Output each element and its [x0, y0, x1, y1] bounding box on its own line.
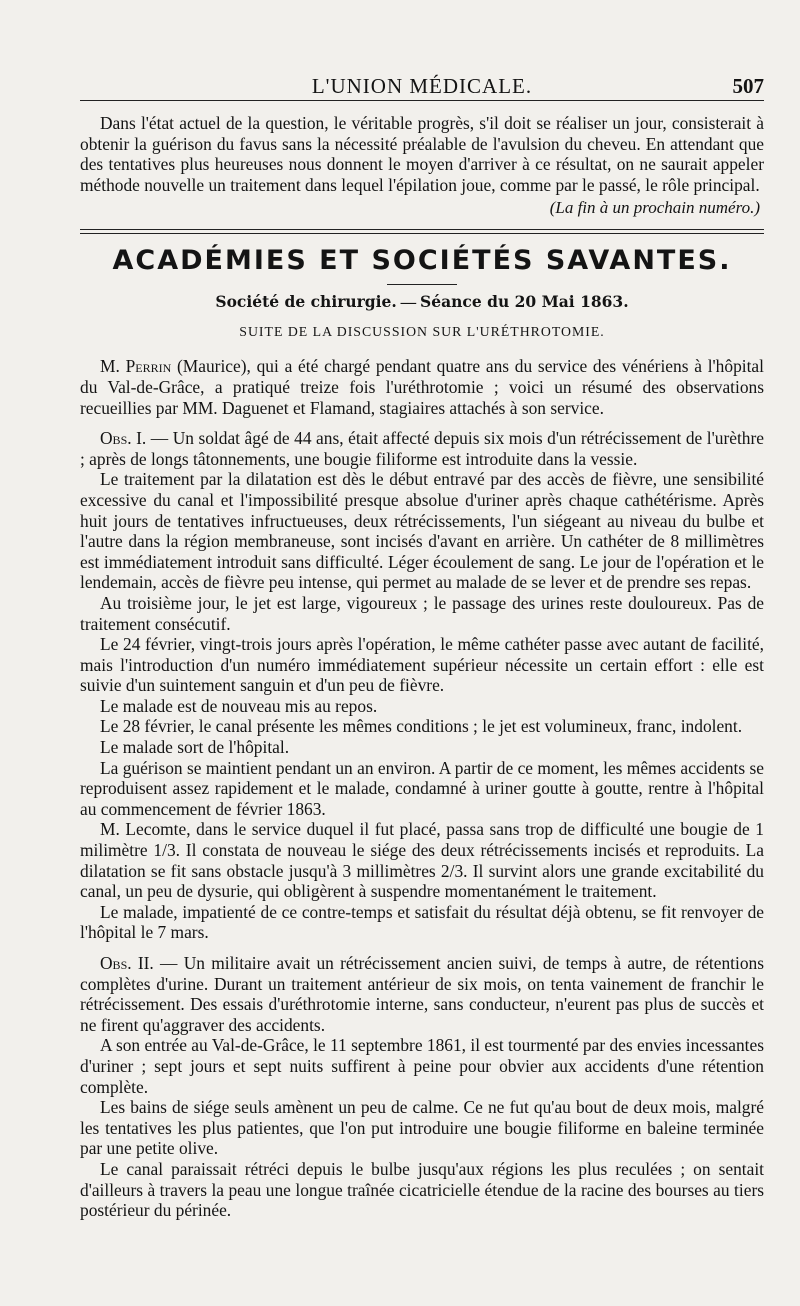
- body-paragraph: Au troisième jour, le jet est large, vigoureux ; le passage des urines reste douloureux. Pas de traitement consécutif.: [80, 592, 764, 634]
- discussion-heading: SUITE DE LA DISCUSSION SUR L'URÉTHROTOMIE.: [239, 324, 605, 340]
- title-rule: [387, 284, 457, 285]
- body-paragraph: Le malade sort de l'hôpital.: [100, 737, 290, 758]
- journal-title: L'UNION MÉDICALE.: [311, 74, 533, 98]
- body-paragraph: Le malade, impatienté de ce contre-temps et satisfait du résultat déjà obtenu, se fit renvoyer de l'hôpital le 7 mars.: [80, 901, 764, 943]
- body-paragraph: Le canal paraissait rétréci depuis le bulbe jusqu'aux régions les plus reculées ; on sentait d'ailleurs à travers la peau une longue traînée cicatricielle étendue de la racine des bourses au tiers postérieur du périnée.: [80, 1158, 764, 1221]
- speaker-name: M. Perrin: [100, 356, 172, 377]
- body-paragraph: M. Lecomte, dans le service duquel il fut placé, passa sans trop de difficulté une bougie de 1 milimètre 1/3. Il constata de nouveau le siége des deux rétrécissements incisés et reproduits. La dilatation se fit sans obstacle jusqu'à 3 millimètres 2/3. Il survint alors une grande excitabilité du canal, un peu de dysurie, qui obligèrent à suspendre momentanément le traitement.: [80, 819, 764, 902]
- body-paragraph: Le malade est de nouveau mis au repos.: [100, 695, 378, 716]
- observation-text: — Un militaire avait un rétrécissement ancien suivi, de temps à autre, de rétentions complètes d'urine. Durant un traitement antérieur de six mois, on tenta vainement de franchir le rétrécissement. Des essais d'uréthrotomie interne, sans conducteur, n'eurent pas plus de succès et ne firent qu'aggraver des accidents.: [80, 953, 764, 1035]
- session-date: Séance du 20 Mai 1863.: [420, 292, 629, 312]
- running-header: [80, 70, 764, 101]
- observation-1: [80, 428, 764, 469]
- body-paragraph: Le 28 février, le canal présente les mêmes conditions ; le jet est volumineux, franc, indolent.: [100, 716, 743, 737]
- section-title: ACADÉMIES ET SOCIÉTÉS SAVANTES.: [112, 245, 732, 277]
- body-paragraph: A son entrée au Val-de-Grâce, le 11 septembre 1861, il est tourmenté par des envies incessantes d'uriner ; sept jours et sept nuits suffirent à peine pour obvier aux accidents d'une rétention complète.: [80, 1035, 765, 1097]
- body-paragraph: Le traitement par la dilatation est dès le début entravé par des accès de fièvre, une sensibilité excessive du canal et l'impossibilité presque absolue d'uriner après chaque cathétérisme. Après huit jours de tentatives infructueuses, deux rétrécissements, l'un siégeant au niveau du bulbe et l'autre dans la région membraneuse, sont incisés d'avant en arrière. Un cathéter de 8 millimètres est immédiatement introduit sans difficulté. Léger écoulement de sang. Le jour de l'opération et le lendemain, accès de fièvre peu intense, qui permet au malade de se lever et de prendre ses repas.: [80, 469, 764, 593]
- observation-label: Obs. I.: [100, 428, 147, 449]
- body-paragraph: Le 24 février, vingt-trois jours après l'opération, le même cathéter passe avec autant de facilité, mais l'introduction d'un numéro immédiatement supérieur nécessite un certain effort : elle est suivie d'un suintement sanguin et d'un peu de fièvre.: [80, 634, 764, 696]
- session-separator: —: [400, 294, 417, 312]
- section-divider: [80, 229, 764, 234]
- observation-label: Obs. II.: [100, 953, 154, 973]
- perrin-paragraph: [80, 356, 764, 418]
- session-heading: [80, 291, 764, 314]
- session-society: Société de chirurgie.: [215, 292, 397, 312]
- perrin-text: (Maurice), qui a été chargé pendant quatre ans du service des vénériens à l'hôpital du Val-de-Grâce, a pratiqué treize fois l'uréthrotomie ; voici un résumé des observations recueillies par MM. Daguenet et Flamand, stagiaires attachés à son service.: [80, 356, 764, 418]
- intro-paragraph: Dans l'état actuel de la question, le véritable progrès, s'il doit se réaliser un jour, consisterait à obtenir la guérison du favus sans la nécessité préalable de l'avulsion du cheveu. En attendant que des tentatives plus heureuses nous donnent le moyen d'arriver à ce résultat, on ne saurait appeler méthode nouvelle un traitement dans lequel l'épilation joue, comme par le passé, le rôle principal.: [80, 113, 764, 195]
- page-number: 507: [732, 74, 764, 98]
- observation-text: — Un soldat âgé de 44 ans, était affecté depuis six mois d'un rétrécissement de l'urèthre ; après de longs tâtonnements, une bougie filiforme est introduite dans la vessie.: [80, 428, 764, 469]
- body-paragraph: Les bains de siége seuls amènent un peu de calme. Ce ne fut qu'au bout de deux mois, malgré les tentatives les plus patientes, que l'on put introduire une bougie filiforme en baleine terminée par une petite olive.: [80, 1097, 764, 1159]
- continued-note: (La fin à un prochain numéro.): [549, 198, 760, 218]
- observation-2: [80, 953, 764, 1035]
- body-paragraph: La guérison se maintient pendant un an environ. A partir de ce moment, les mêmes accidents se reproduisent assez rapidement et le malade, condamné à uriner goutte à goutte, rentre à l'hôpital au commencement de février 1863.: [80, 757, 764, 819]
